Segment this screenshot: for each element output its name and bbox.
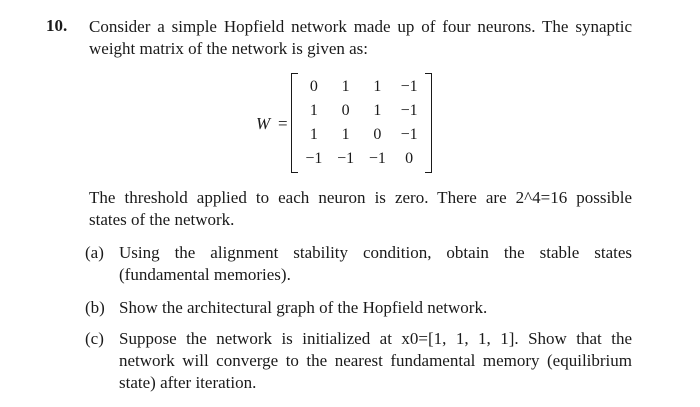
matrix-cell: 1 — [341, 126, 350, 143]
matrix-cell: 1 — [309, 126, 318, 143]
part-label: (b) — [85, 298, 105, 317]
part-line: network will converge to the nearest fundamental memory (equilibrium — [119, 351, 632, 370]
matrix-cell: −1 — [368, 150, 386, 167]
intro-line: weight matrix of the network is given as: — [89, 39, 369, 58]
matrix-cell: 0 — [373, 126, 382, 143]
matrix-cell: −1 — [337, 150, 355, 167]
matrix-cell: 1 — [309, 102, 318, 119]
matrix-cell: 0 — [405, 150, 414, 167]
part-label: (c) — [85, 329, 104, 348]
part-text — [119, 297, 632, 319]
matrix-cell: 1 — [341, 78, 350, 95]
right-bracket — [425, 73, 432, 173]
part-label: (a) — [85, 243, 104, 262]
threshold-line: states of the network. — [89, 210, 235, 229]
matrix-equals-sign: = — [278, 114, 288, 133]
part-line: Suppose the network is initialized at x0=[1, 1, 1, 1]. Show that the — [119, 329, 632, 348]
left-bracket — [291, 73, 298, 173]
part-line: Show the architectural graph of the Hopfield network. — [119, 298, 488, 317]
matrix-cell: −1 — [305, 150, 323, 167]
matrix-cell: −1 — [400, 78, 418, 95]
matrix-row — [298, 123, 425, 147]
matrix-row — [298, 147, 425, 171]
matrix-row — [298, 99, 425, 123]
matrix-row — [298, 75, 425, 99]
weight-matrix — [250, 71, 440, 175]
intro-line: Consider a simple Hopfield network made up of four neurons. The synaptic — [89, 17, 632, 36]
part-text — [119, 242, 632, 286]
threshold-line: The threshold applied to each neuron is zero. There are 2^4=16 possible — [89, 188, 632, 207]
matrix-cell: 0 — [341, 102, 350, 119]
question-number: 10. — [46, 16, 68, 35]
question-intro — [89, 16, 632, 60]
matrix-cell: −1 — [400, 102, 418, 119]
part-text — [119, 328, 632, 394]
matrix-cell: 1 — [373, 78, 382, 95]
threshold-paragraph — [89, 187, 632, 231]
matrix-cell: 0 — [309, 78, 318, 95]
part-line: state) after iteration. — [119, 373, 257, 392]
matrix-cell: 1 — [373, 102, 382, 119]
matrix-cell: −1 — [400, 126, 418, 143]
matrix-grid — [298, 75, 425, 171]
part-line: Using the alignment stability condition, obtain the stable states — [119, 243, 632, 262]
part-line: (fundamental memories). — [119, 265, 291, 284]
matrix-label: W — [256, 114, 271, 133]
